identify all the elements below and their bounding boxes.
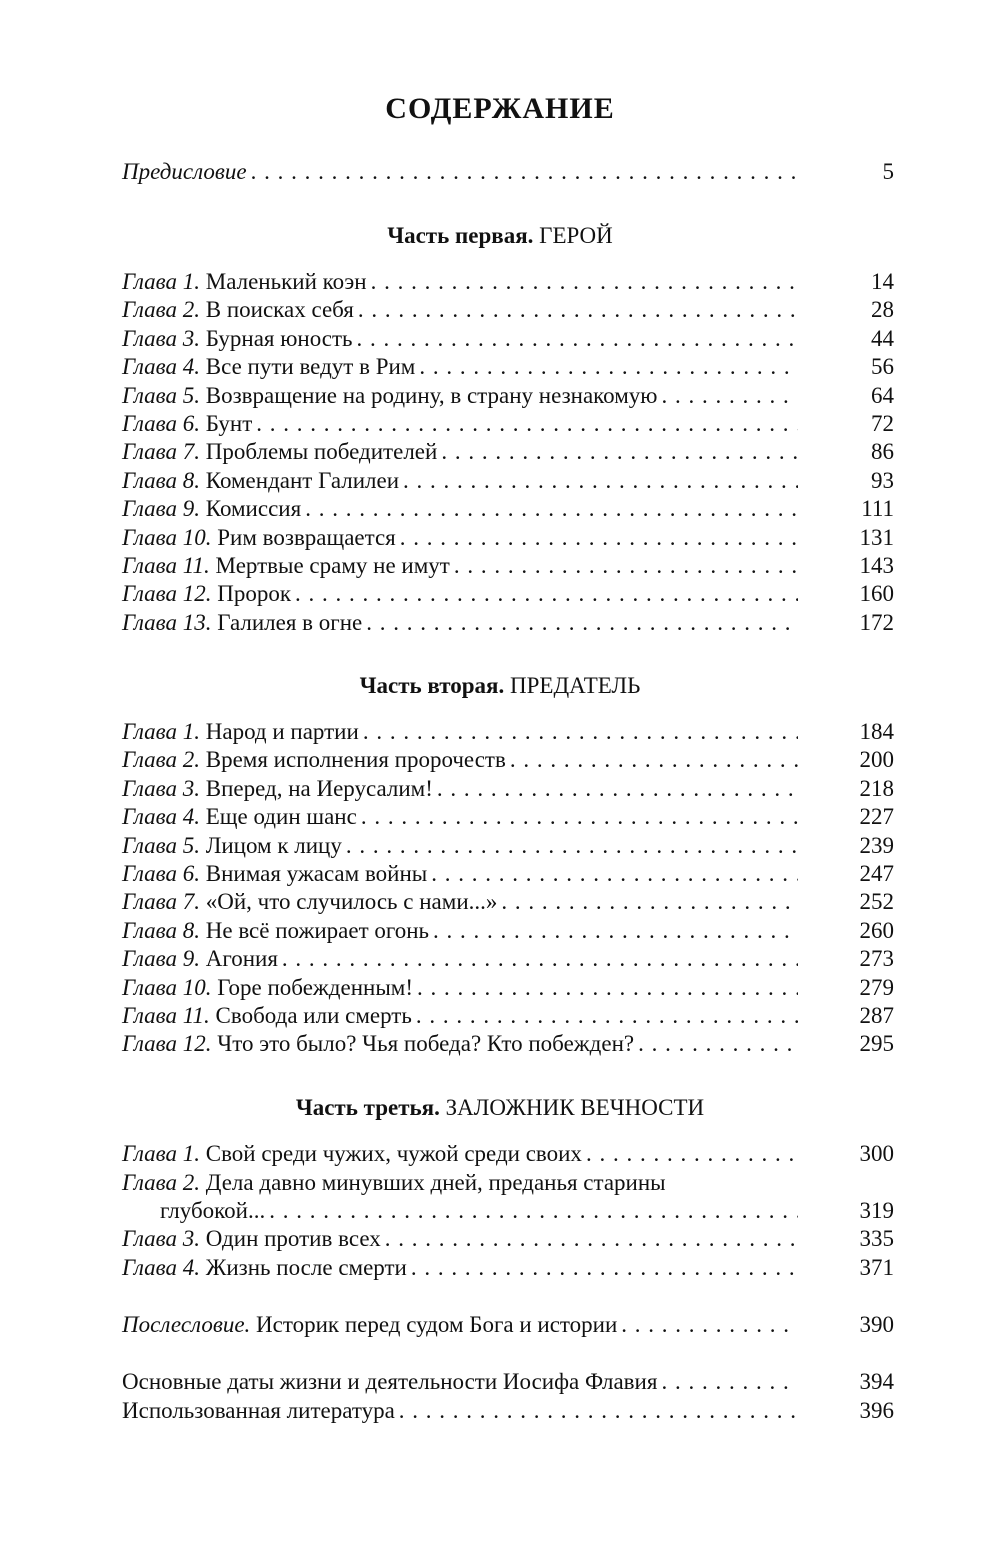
- part-heading-2: [0, 672, 1000, 700]
- toc-entry[interactable]: [122, 945, 894, 973]
- dot-leader: [251, 158, 798, 186]
- chapter-number: Глава 11.: [122, 553, 210, 578]
- part-name: ПРЕДАТЕЛЬ: [510, 673, 641, 698]
- toc-entry[interactable]: [122, 888, 894, 916]
- dot-leader: [295, 580, 798, 608]
- chapter-title: Дела давно минувших дней, преданья старины: [205, 1170, 666, 1195]
- chapter-number: Глава 5.: [122, 832, 200, 858]
- chapter-title: Галилея в огне: [217, 609, 363, 635]
- chapter-number: Глава 10.: [122, 974, 212, 1000]
- chapter-number: Глава 3.: [122, 775, 200, 801]
- page-number: 64: [871, 382, 894, 408]
- chapter-number: Глава 4.: [122, 354, 200, 380]
- chapter-title: Бунт: [205, 411, 253, 436]
- chapter-title: Свой среди чужих, чужой среди своих: [205, 1141, 582, 1166]
- page-number: 273: [859, 946, 894, 972]
- page-number: 295: [859, 1031, 894, 1057]
- chapter-title: Время исполнения пророчеств: [205, 747, 506, 773]
- chapter-title: Вперед, на Иерусалим!: [205, 775, 433, 801]
- page-number: 93: [871, 467, 894, 493]
- toc-entry[interactable]: [122, 1002, 894, 1030]
- page-number: 371: [859, 1255, 894, 1280]
- toc-entry-first-line[interactable]: [122, 1169, 666, 1197]
- chapter-number: Глава 6.: [122, 861, 200, 886]
- page-number: 143: [859, 553, 894, 578]
- chapter-number: Глава 3.: [122, 1226, 200, 1251]
- dot-leader: [403, 467, 798, 495]
- dot-leader: [416, 1002, 798, 1030]
- chapter-title: Бурная юность: [205, 325, 353, 351]
- dot-leader: [638, 1030, 798, 1058]
- toc-entry[interactable]: [122, 325, 894, 353]
- dot-leader: [441, 438, 798, 466]
- page-number: 172: [859, 609, 894, 635]
- toc-entry[interactable]: [122, 296, 894, 324]
- toc-afterword[interactable]: [122, 1311, 894, 1339]
- toc-entry[interactable]: [122, 580, 894, 608]
- chapter-title: Горе побежденным!: [217, 974, 413, 1000]
- chapter-number: Глава 1.: [122, 719, 200, 744]
- dot-leader: [586, 1140, 798, 1168]
- chapter-number: Глава 3.: [122, 325, 200, 351]
- toc-dates[interactable]: [122, 1368, 894, 1396]
- chapter-number: Глава 9.: [122, 496, 200, 522]
- chapter-number: Глава 8.: [122, 467, 200, 493]
- part-name: ЗАЛОЖНИК ВЕЧНОСТИ: [445, 1095, 705, 1120]
- chapter-title: Комендант Галилеи: [205, 467, 400, 493]
- page-number: 300: [859, 1141, 894, 1166]
- toc-entry[interactable]: [122, 353, 894, 381]
- afterword-label: Послесловие.: [122, 1312, 251, 1337]
- toc-entry[interactable]: [122, 1254, 894, 1282]
- dot-leader: [454, 552, 798, 580]
- dot-leader: [256, 410, 798, 438]
- chapter-number: Глава 5.: [122, 382, 200, 408]
- page-number: 56: [871, 354, 894, 380]
- chapter-number: Глава 13.: [122, 609, 212, 635]
- page-number: 319: [859, 1198, 894, 1223]
- page-number: 160: [859, 581, 894, 607]
- dot-leader: [363, 718, 798, 746]
- page-number: 396: [859, 1398, 894, 1423]
- dot-leader: [411, 1254, 798, 1282]
- chapter-title: Агония: [205, 946, 278, 972]
- chapter-title: Пророк: [217, 581, 292, 607]
- dot-leader: [357, 325, 798, 353]
- chapter-number: Глава 10.: [122, 524, 212, 550]
- part-label: Часть первая.: [387, 223, 534, 248]
- part-label: Часть третья.: [295, 1095, 440, 1120]
- part-heading-3: [0, 1094, 1000, 1122]
- dot-leader: [399, 1397, 798, 1425]
- dot-leader: [510, 746, 798, 774]
- page-number: 5: [882, 159, 894, 184]
- dot-leader: [431, 860, 798, 888]
- dot-leader: [661, 1368, 798, 1396]
- chapter-number: Глава 4.: [122, 1255, 200, 1280]
- dot-leader: [661, 382, 798, 410]
- toc-entry[interactable]: [122, 382, 894, 410]
- chapter-number: Глава 2.: [122, 297, 200, 323]
- toc-entry[interactable]: [122, 917, 894, 945]
- chapter-title: Комиссия: [205, 496, 302, 522]
- toc-entry-continuation[interactable]: [160, 1197, 894, 1225]
- chapter-number: Глава 8.: [122, 917, 200, 943]
- page-number: 390: [859, 1312, 894, 1337]
- page-number: 247: [859, 861, 894, 886]
- chapter-title: «Ой, что случилось с нами...»: [205, 889, 498, 915]
- page-number: 252: [859, 889, 894, 915]
- dot-leader: [371, 268, 798, 296]
- toc-entry[interactable]: [122, 775, 894, 803]
- page-number: 44: [871, 325, 894, 351]
- toc-entry[interactable]: [122, 609, 894, 637]
- chapter-title: Проблемы победителей: [205, 439, 438, 465]
- dot-leader: [433, 917, 798, 945]
- part-name: ГЕРОЙ: [539, 223, 613, 248]
- toc-entry[interactable]: [122, 832, 894, 860]
- part-heading-1: [0, 222, 1000, 250]
- dot-leader: [366, 609, 798, 637]
- page-number: 239: [859, 832, 894, 858]
- chapter-title: Все пути ведут в Рим: [205, 354, 416, 380]
- page-number: 218: [859, 775, 894, 801]
- page-title: СОДЕРЖАНИЕ: [385, 92, 615, 125]
- chapter-title: Маленький коэн: [205, 269, 367, 294]
- chapter-title: Возвращение на родину, в страну незнакомую: [205, 382, 658, 408]
- chapter-number: Глава 1.: [122, 269, 200, 294]
- chapter-title-continued: глубокой...: [160, 1198, 266, 1223]
- chapter-number: Глава 1.: [122, 1141, 200, 1166]
- dates-title: Основные даты жизни и деятельности Иосифа Флавия: [122, 1369, 658, 1394]
- literature-title: Использованная литература: [122, 1398, 395, 1423]
- chapter-title: Жизнь после смерти: [205, 1255, 407, 1280]
- dot-leader: [417, 974, 798, 1002]
- chapter-title: Свобода или смерть: [215, 1003, 412, 1028]
- chapter-title: Внимая ужасам войны: [205, 861, 428, 886]
- chapter-number: Глава 2.: [122, 747, 200, 773]
- page-number: 14: [871, 269, 894, 294]
- chapter-number: Глава 7.: [122, 889, 200, 915]
- dot-leader: [358, 296, 798, 324]
- chapter-number: Глава 12.: [122, 581, 212, 607]
- chapter-number: Глава 11.: [122, 1003, 210, 1028]
- dot-leader: [419, 353, 798, 381]
- part-label: Часть вторая.: [359, 673, 505, 698]
- page-number: 287: [859, 1003, 894, 1028]
- page-number: 200: [859, 747, 894, 773]
- afterword-title: Историк перед судом Бога и истории: [256, 1312, 618, 1337]
- page-number: 72: [871, 411, 894, 436]
- page-number: 335: [859, 1226, 894, 1251]
- page-number: 260: [859, 917, 894, 943]
- chapter-number: Глава 4.: [122, 804, 200, 830]
- dot-leader: [305, 495, 798, 523]
- toc-entry[interactable]: [122, 552, 894, 580]
- page-number: 28: [871, 297, 894, 323]
- preface-label: Предисловие: [122, 159, 247, 184]
- toc-entry[interactable]: [122, 467, 894, 495]
- dot-leader: [437, 775, 798, 803]
- toc-entry[interactable]: [122, 974, 894, 1002]
- toc-entry[interactable]: [122, 860, 894, 888]
- chapter-title: Мертвые сраму не имут: [215, 553, 450, 578]
- chapter-title: Народ и партии: [205, 719, 359, 744]
- chapter-title: Еще один шанс: [205, 804, 357, 830]
- page-number: 227: [859, 804, 894, 830]
- toc-entry[interactable]: [122, 803, 894, 831]
- chapter-number: Глава 9.: [122, 946, 200, 972]
- dot-leader: [501, 888, 798, 916]
- chapter-title: Лицом к лицу: [205, 832, 342, 858]
- toc-entry[interactable]: [122, 410, 894, 438]
- page-number: 131: [859, 524, 894, 550]
- page-number: 86: [871, 439, 894, 465]
- chapter-title: Рим возвращается: [217, 524, 396, 550]
- dot-leader: [269, 1197, 798, 1225]
- toc-entry[interactable]: [122, 268, 894, 296]
- dot-leader: [400, 524, 798, 552]
- chapter-title: Не всё пожирает огонь: [205, 917, 430, 943]
- page-number: 279: [859, 974, 894, 1000]
- toc-entry[interactable]: [122, 1030, 894, 1058]
- toc-literature[interactable]: [122, 1397, 894, 1425]
- toc-entry[interactable]: [122, 524, 894, 552]
- dot-leader: [346, 832, 798, 860]
- toc-entry[interactable]: [122, 495, 894, 523]
- chapter-number: Глава 12.: [122, 1031, 212, 1057]
- toc-entry[interactable]: [122, 1140, 894, 1168]
- dot-leader: [621, 1311, 798, 1339]
- dot-leader: [282, 945, 798, 973]
- page-number: 111: [861, 496, 894, 522]
- dot-leader: [385, 1225, 798, 1253]
- toc-entry[interactable]: [122, 1225, 894, 1253]
- page-number: 394: [859, 1369, 894, 1394]
- dot-leader: [361, 803, 798, 831]
- chapter-title: В поисках себя: [205, 297, 354, 323]
- toc-entry[interactable]: [122, 746, 894, 774]
- toc-entry[interactable]: [122, 718, 894, 746]
- chapter-title: Один против всех: [205, 1226, 381, 1251]
- chapter-title: Что это было? Чья победа? Кто побежден?: [217, 1031, 635, 1057]
- chapter-number: Глава 7.: [122, 439, 200, 465]
- chapter-number: Глава 2.: [122, 1170, 200, 1195]
- page-number: 184: [859, 719, 894, 744]
- toc-preface[interactable]: [122, 158, 894, 186]
- chapter-number: Глава 6.: [122, 411, 200, 436]
- toc-entry[interactable]: [122, 438, 894, 466]
